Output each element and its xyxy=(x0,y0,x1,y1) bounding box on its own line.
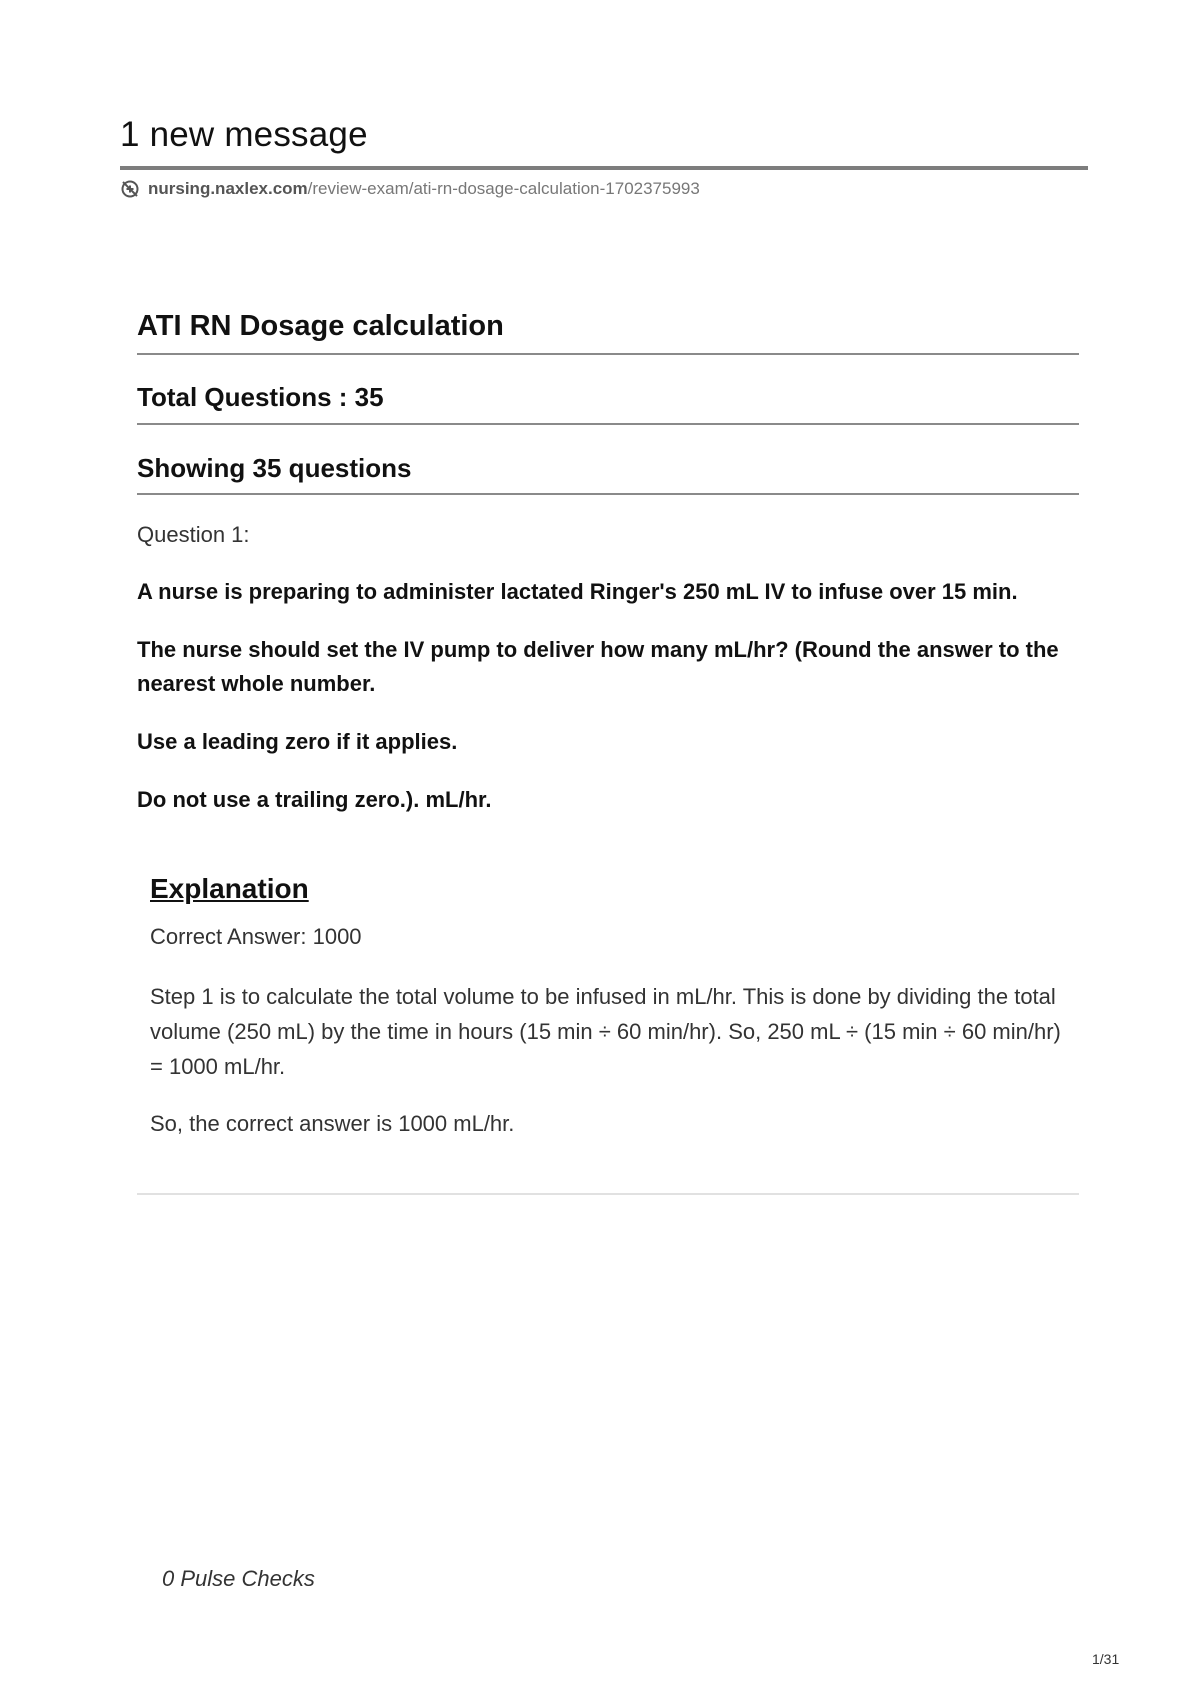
explanation-title: Explanation xyxy=(150,873,309,904)
divider xyxy=(137,353,1079,355)
question-text: Use a leading zero if it applies. xyxy=(137,729,458,754)
exam-content xyxy=(137,306,1079,1195)
section-divider xyxy=(137,1193,1079,1195)
total-questions: Total Questions : 35 xyxy=(137,382,384,412)
explanation-conclusion: So, the correct answer is 1000 mL/hr. xyxy=(150,1111,515,1136)
source-path[interactable]: /review-exam/ati-rn-dosage-calculation-1702375993 xyxy=(307,179,700,198)
page-header xyxy=(120,112,1088,199)
exam-title: ATI RN Dosage calculation xyxy=(137,310,504,342)
showing-questions: Showing 35 questions xyxy=(137,453,412,483)
source-url[interactable] xyxy=(120,179,1088,199)
header-divider xyxy=(120,166,1088,170)
pulse-checks: 0 Pulse Checks xyxy=(162,1566,315,1591)
question-label: Question 1: xyxy=(137,522,250,547)
question-text: Do not use a trailing zero.). mL/hr. xyxy=(137,787,492,812)
explanation-step: Step 1 is to calculate the total volume to be infused in mL/hr. This is done by dividing the total volume (250 mL) by the time in hours (15 min ÷ 60 min/hr). So, 250 mL ÷ (15 min ÷ 60 min/hr) = 1000 mL/hr. xyxy=(150,984,1061,1079)
explanation-section xyxy=(150,871,1075,1141)
question-text: The nurse should set the IV pump to deliver how many mL/hr? (Round the answer to the nearest whole number. xyxy=(137,637,1059,696)
source-domain[interactable]: nursing.naxlex.com xyxy=(148,179,308,198)
page-title: 1 new message xyxy=(120,115,368,154)
correct-answer: Correct Answer: 1000 xyxy=(150,924,362,949)
link-icon xyxy=(120,179,140,199)
divider xyxy=(137,493,1079,495)
question-text: A nurse is preparing to administer lactated Ringer's 250 mL IV to infuse over 15 min. xyxy=(137,579,1018,604)
divider xyxy=(137,423,1079,425)
page-number: 1/31 xyxy=(1092,1651,1120,1667)
